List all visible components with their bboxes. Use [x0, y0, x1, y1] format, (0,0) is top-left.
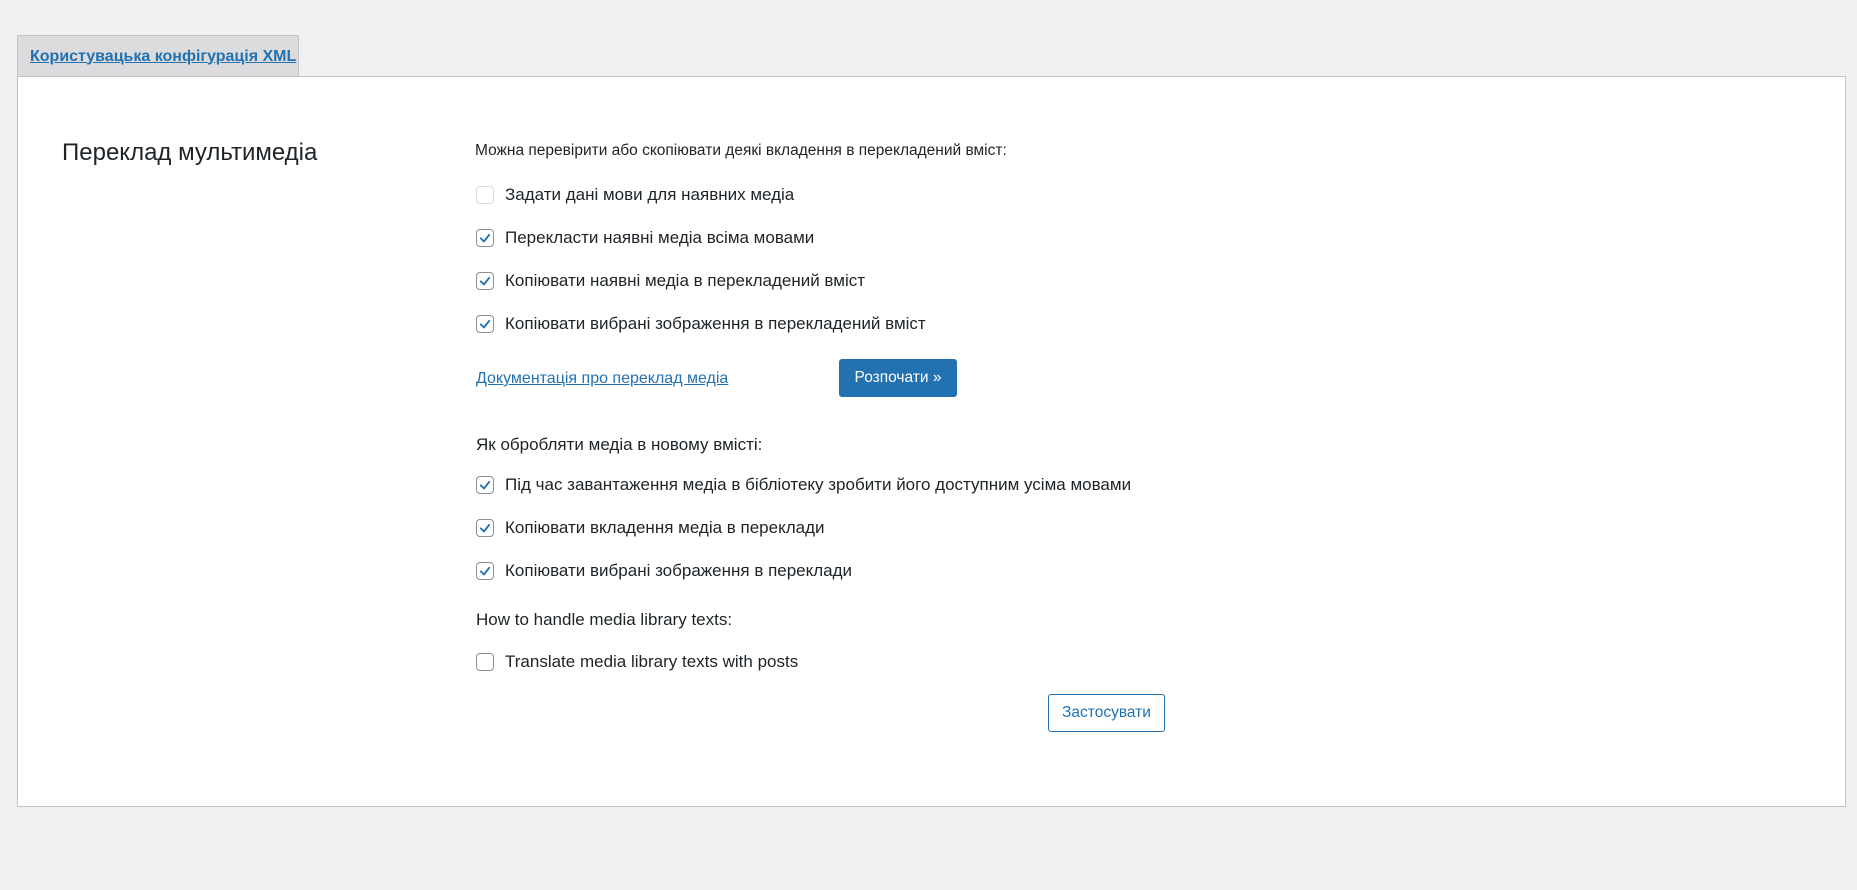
checkbox[interactable]	[476, 476, 494, 494]
checkbox[interactable]	[476, 272, 494, 290]
start-button[interactable]: Розпочати »	[839, 359, 957, 397]
option-label: Копіювати вибрані зображення в перекладений вміст	[505, 314, 926, 333]
option-copy-media-attachments[interactable]	[475, 518, 825, 538]
checkbox[interactable]	[476, 315, 494, 333]
checkbox[interactable]	[476, 186, 494, 204]
option-upload-available-all-languages[interactable]	[475, 475, 1131, 495]
option-translate-library-texts[interactable]	[475, 652, 798, 672]
section-title: Переклад мультимедіа	[62, 139, 318, 166]
option-label: Під час завантаження медіа в бібліотеку зробити його доступним усіма мовами	[505, 475, 1132, 494]
library-texts-heading: How to handle media library texts:	[476, 610, 733, 629]
checkbox[interactable]	[476, 653, 494, 671]
checkbox[interactable]	[476, 519, 494, 537]
option-label: Копіювати наявні медіа в перекладений вміст	[505, 271, 866, 290]
option-label: Перекласти наявні медіа всіма мовами	[505, 228, 815, 247]
option-label: Задати дані мови для наявних медіа	[505, 185, 795, 204]
new-content-heading: Як обробляти медіа в новому вмісті:	[476, 435, 763, 454]
checkmark-icon	[478, 564, 492, 578]
option-set-language-existing-media[interactable]	[475, 185, 794, 205]
checkmark-icon	[478, 274, 492, 288]
option-label: Копіювати вкладення медіа в переклади	[505, 518, 825, 537]
checkbox[interactable]	[476, 562, 494, 580]
checkmark-icon	[478, 478, 492, 492]
option-label: Translate media library texts with posts	[505, 652, 799, 671]
checkmark-icon	[478, 231, 492, 245]
checkmark-icon	[478, 317, 492, 331]
option-copy-existing-media[interactable]	[475, 271, 865, 291]
apply-button[interactable]: Застосувати	[1048, 694, 1165, 732]
option-copy-featured-images-existing[interactable]	[475, 314, 926, 334]
existing-media-intro: Можна перевірити або скопіювати деякі вкладення в перекладений вміст:	[475, 142, 1007, 159]
media-translation-panel	[17, 76, 1846, 807]
tab-custom-xml-config[interactable]	[17, 35, 299, 77]
checkbox[interactable]	[476, 229, 494, 247]
option-translate-existing-media[interactable]	[475, 228, 814, 248]
checkmark-icon	[478, 521, 492, 535]
option-label: Копіювати вибрані зображення в переклади	[505, 561, 853, 580]
tab-custom-xml-config-link[interactable]: Користувацька конфігурація XML	[30, 47, 297, 65]
media-translation-docs-link[interactable]: Документація про переклад медіа	[476, 370, 729, 387]
option-copy-featured-images-new[interactable]	[475, 561, 852, 581]
